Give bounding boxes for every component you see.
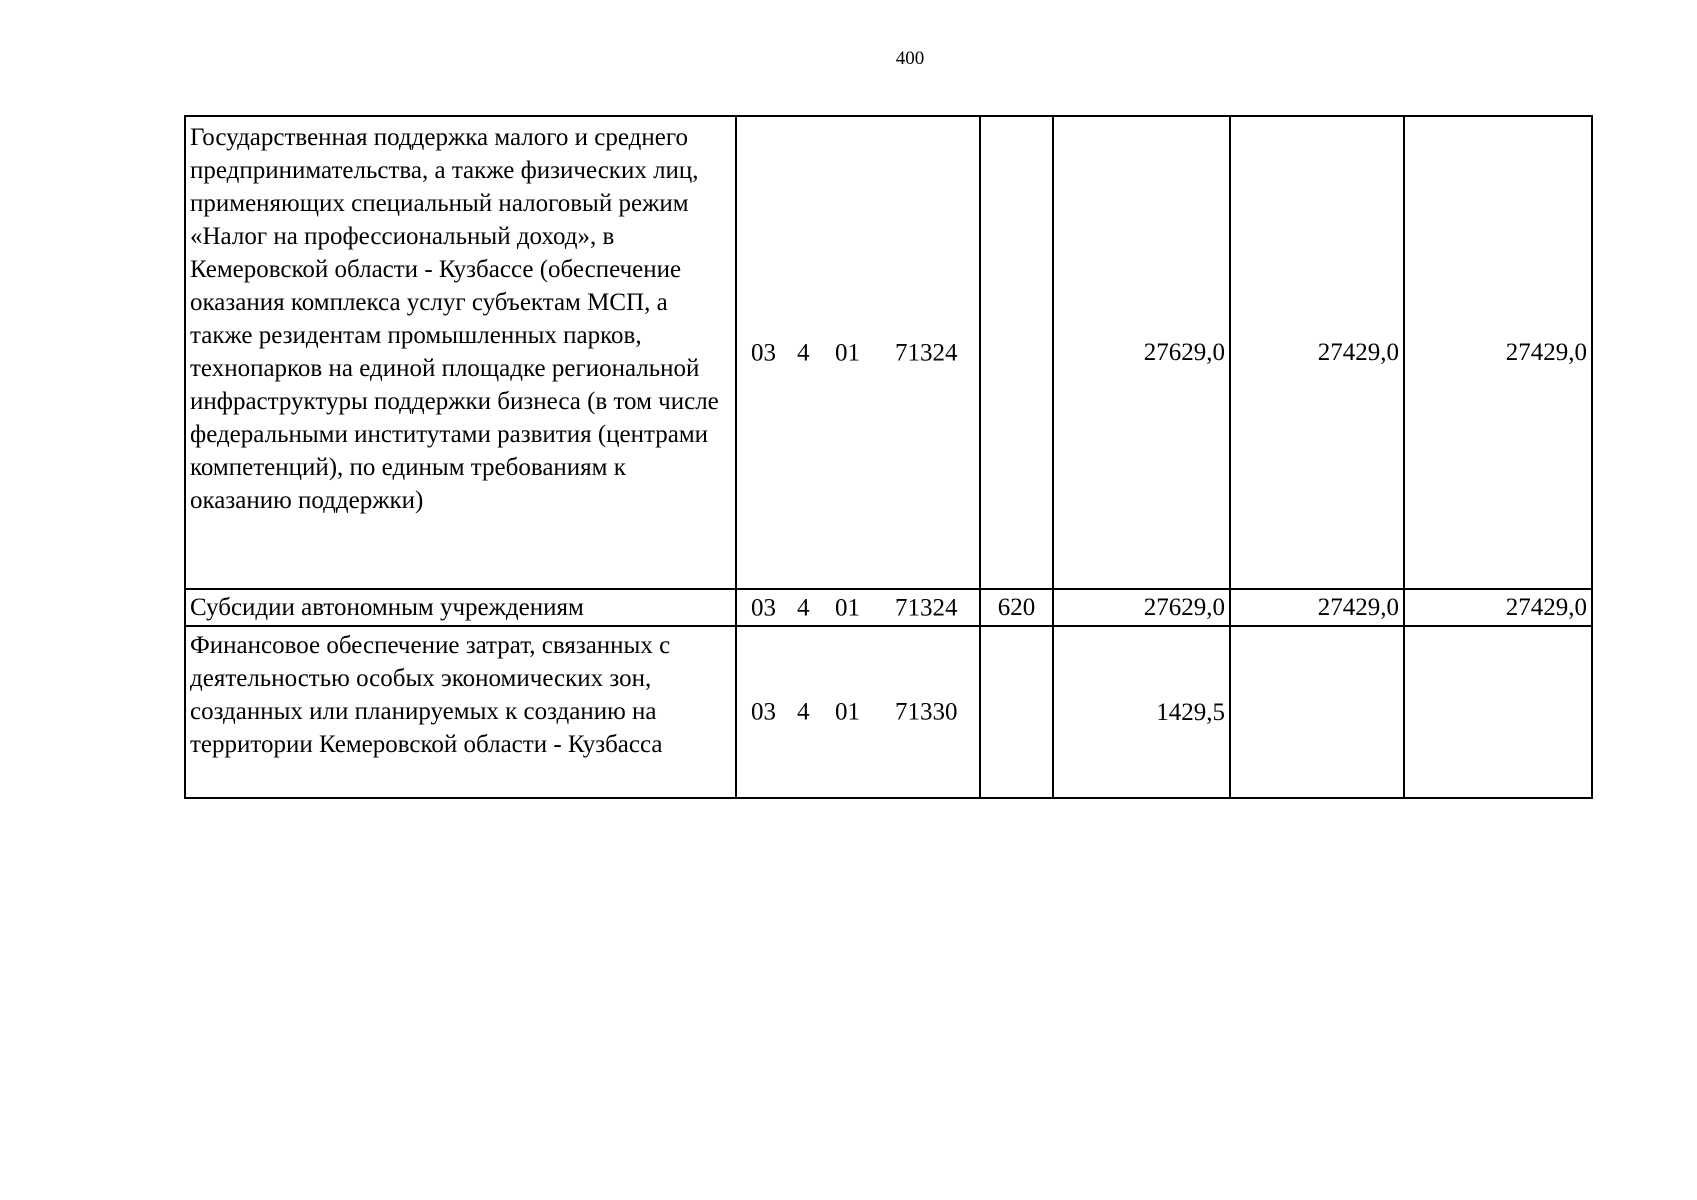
amount-cell-3: 27429,0 — [1404, 589, 1592, 626]
program-code: 4 — [797, 594, 810, 621]
amount-cell-2 — [1230, 626, 1404, 798]
classification-code-cell — [736, 626, 980, 798]
program-code: 4 — [797, 339, 810, 366]
program-code: 4 — [797, 698, 810, 726]
table-row — [185, 589, 1592, 626]
amount-cell-1: 27629,0 — [1053, 116, 1230, 589]
amount-cell-2: 27429,0 — [1230, 589, 1404, 626]
expense-name-cell: Субсидии автономным учреждениям — [185, 589, 736, 626]
page-number: 400 — [895, 48, 925, 69]
expense-type-cell: 620 — [980, 589, 1053, 626]
amount-cell-3: 27429,0 — [1404, 116, 1592, 589]
classification-code-cell — [736, 589, 980, 626]
direction-code: 71324 — [895, 594, 958, 621]
section-code: 03 — [751, 594, 776, 621]
direction-code: 71330 — [895, 698, 958, 726]
amount-cell-1: 1429,5 — [1053, 626, 1230, 798]
amount-cell-2: 27429,0 — [1230, 116, 1404, 589]
classification-code-cell — [736, 116, 980, 589]
subprogram-code: 01 — [835, 594, 860, 621]
expense-name-cell: Финансовое обеспечение затрат, связанных с деятельностью особых экономических зон, созданных или планируемых к созданию на территории Кемеровской области - Кузбасса — [185, 626, 736, 798]
section-code: 03 — [751, 339, 776, 366]
section-code: 03 — [751, 698, 776, 726]
table-row — [185, 116, 1592, 589]
subprogram-code: 01 — [835, 698, 860, 726]
expense-name-cell: Государственная поддержка малого и среднего предпринимательства, а также физических лиц, применяющих специальный налоговый режим «Налог на профессиональный доход», в Кемеровской области - Кузбассе (обеспечение оказания комплекса услуг субъектам МСП, а также резидентам промышленных парков, технопарков на единой площадке региональной инфраструктуры поддержки бизнеса (в том числе федеральными институтами развития (центрами компетенций), по единым требованиям к оказанию поддержки) — [185, 116, 736, 589]
budget-table — [184, 115, 1593, 799]
subprogram-code: 01 — [835, 339, 860, 366]
amount-cell-3 — [1404, 626, 1592, 798]
amount-cell-1: 27629,0 — [1053, 589, 1230, 626]
expense-type-cell — [980, 116, 1053, 589]
expense-type-cell — [980, 626, 1053, 798]
direction-code: 71324 — [895, 339, 958, 366]
table-row — [185, 626, 1592, 798]
